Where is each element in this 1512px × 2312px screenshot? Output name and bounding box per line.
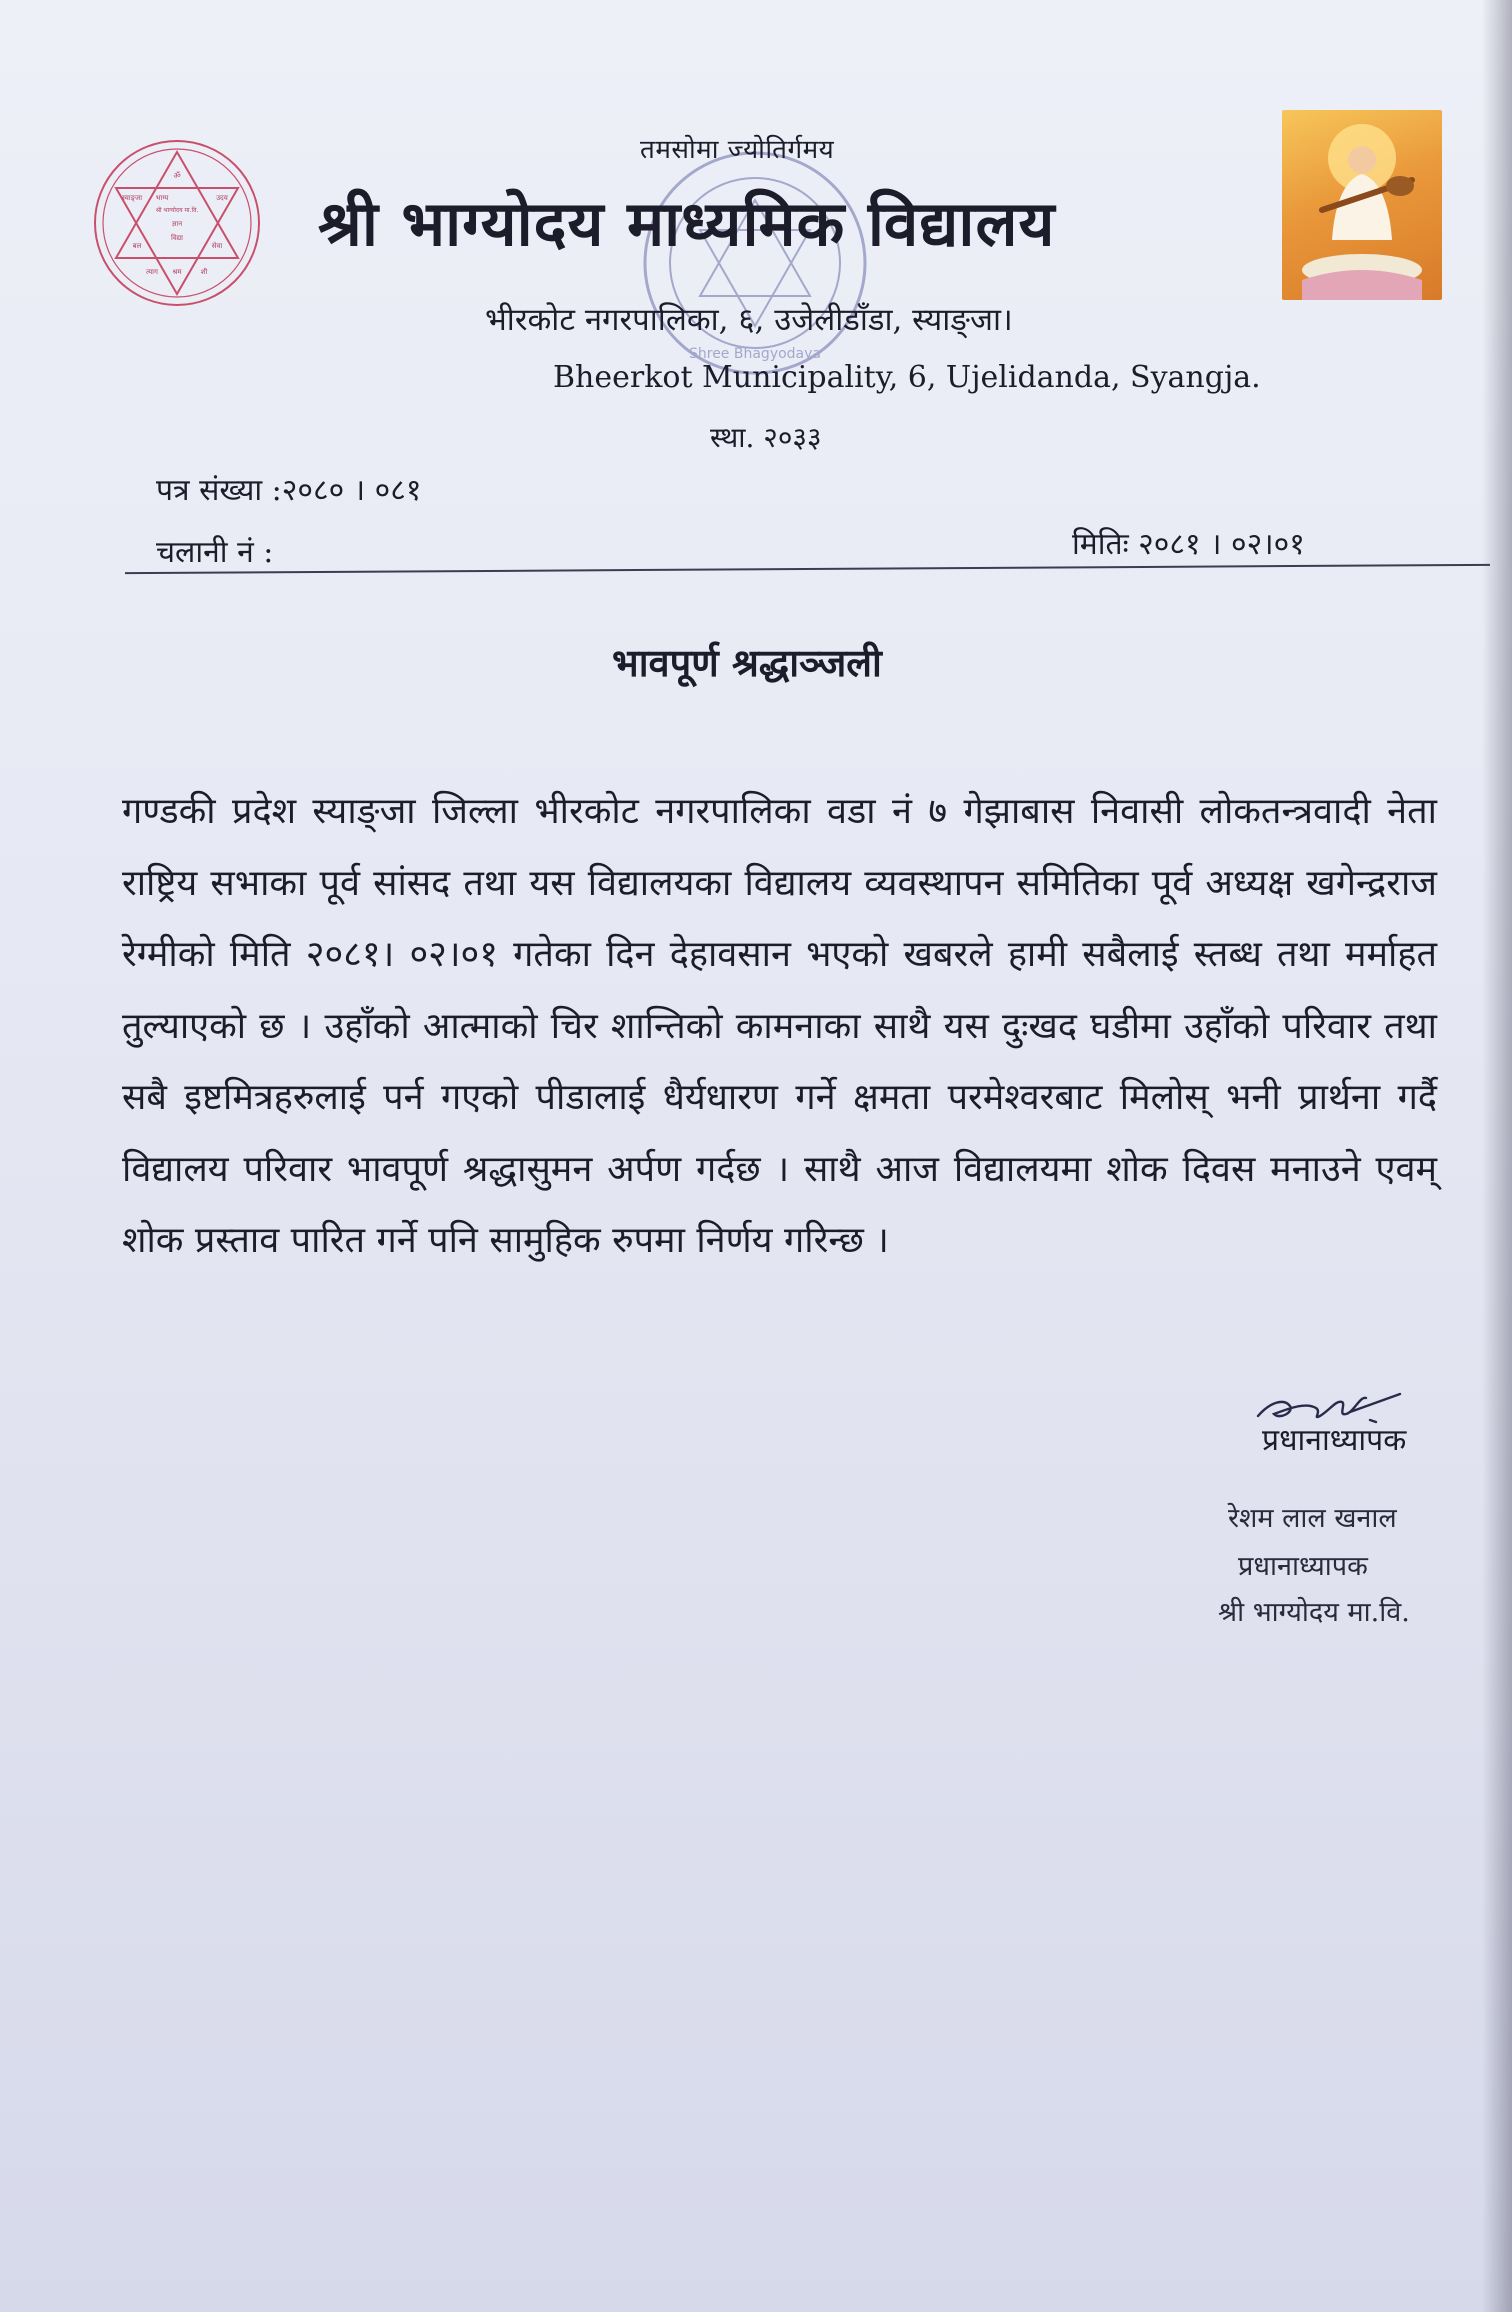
logo-label: भाग्य xyxy=(155,194,169,202)
dispatch-number: चलानी नं : xyxy=(156,535,274,570)
logo-label: स्याङ्जा xyxy=(121,194,143,202)
star-emblem-icon xyxy=(92,138,262,308)
signatory-name: रेशम लाल खनाल xyxy=(1228,1503,1397,1534)
logo-label: बल xyxy=(132,242,142,250)
signatory-position: प्रधानाध्यापक xyxy=(1238,1551,1368,1582)
logo-label: श्री भाग्योदय मा.वि. xyxy=(155,207,199,214)
address-nepali: भीरकोट नगरपालिका, ६, उजेलीडाँडा, स्याङ्जा। xyxy=(485,302,1013,338)
signatory-title: प्रधानाध्यापक xyxy=(1262,1423,1407,1458)
letter-body: गण्डकी प्रदेश स्याङ्जा जिल्ला भीरकोट नगरपालिका वडा नं ७ गेझाबास निवासी लोकतन्त्रवादी नेता राष्ट्रिय सभाका पूर्व सांसद तथा यस विद्यालयका विद्यालय व्यवस्थापन समितिका पूर्व अध्यक्ष खगेन्द्रराज रेग्मीको मिति २०८१। ०२।०१ गतेका दिन देहावसान भएको खबरले हामी सबैलाई स्तब्ध तथा मर्माहत तुल्याएको छ । उहाँको आत्माको चिर शान्तिको कामनाका साथै यस दुःखद घडीमा उहाँको परिवार तथा सबै इष्टमित्रहरुलाई पर्न गएको पीडालाई धैर्यधारण गर्ने क्षमता परमेश्वरबाट मिलोस् भनी प्रार्थना गर्दै विद्यालय परिवार भावपूर्ण श्रद्धासुमन अर्पण गर्दछ । साथै आज विद्यालयमा शोक दिवस मनाउने एवम् शोक प्रस्ताव पारित गर्ने पनि सामुहिक रुपमा निर्णय गरिन्छ । xyxy=(122,791,1437,1261)
logo-label: सेवा xyxy=(211,242,223,250)
saraswati-image-icon xyxy=(1282,110,1442,300)
logo-label: शी xyxy=(200,268,208,276)
logo-label: विद्या xyxy=(171,234,183,242)
logo-label: ज्ञान xyxy=(171,220,183,228)
header-divider xyxy=(125,564,1490,574)
school-motto: तमसोमा ज्योतिर्गमय xyxy=(640,135,835,165)
logo-label: श्रम xyxy=(172,268,182,276)
address-english: Bheerkot Municipality, 6, Ujelidanda, Syangja. xyxy=(553,360,1261,395)
logo-label: त्याग xyxy=(146,268,158,276)
signatory-school: श्री भाग्योदय मा.वि. xyxy=(1218,1597,1410,1628)
established-year: स्था. २०३३ xyxy=(710,421,822,454)
logo-label: उदय xyxy=(216,194,228,202)
page-edge-shadow xyxy=(1482,0,1512,2312)
school-name: श्री भाग्योदय माध्यमिक विद्यालय xyxy=(318,187,1056,260)
letter-date: मितिः २०८१ । ०२।०१ xyxy=(1072,527,1305,562)
seal-text: Shree Bhagyodaya xyxy=(688,346,822,362)
letter-number: पत्र संख्या :२०८० । ०८१ xyxy=(156,473,422,508)
letter-title: भावपूर्ण श्रद्धाञ्जली xyxy=(612,640,882,685)
logo-label: ॐ xyxy=(173,171,181,180)
